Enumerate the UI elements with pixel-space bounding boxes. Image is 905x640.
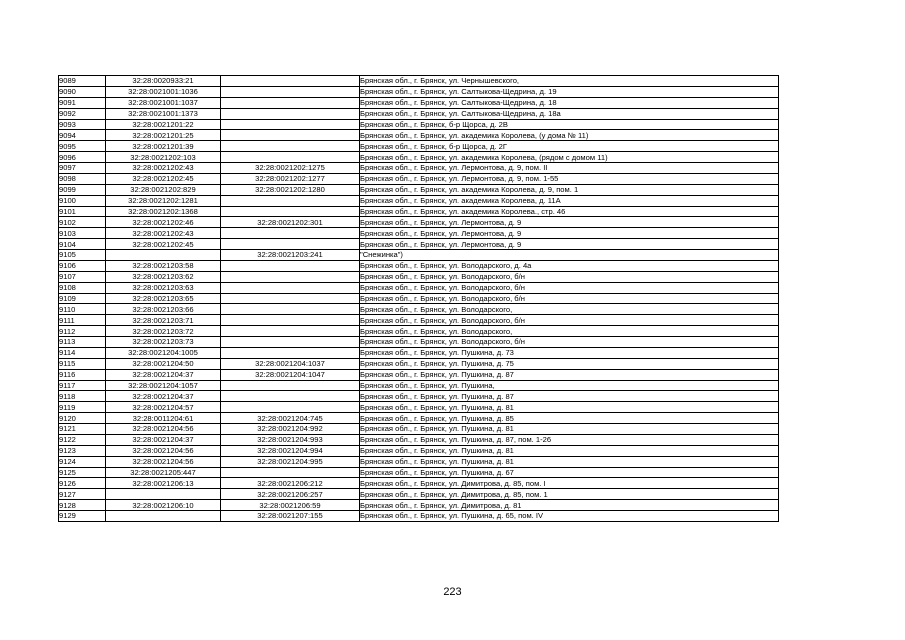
row-number-cell: 9091 [59,97,106,108]
table-row [59,402,779,413]
address-cell: Брянская обл., г. Брянск, ул. Пушкина, д. 81 [360,445,779,456]
row-number-cell: 9113 [59,337,106,348]
row-number-cell: 9127 [59,489,106,500]
cadastral-number-cell: 32:28:0021203:66 [106,304,221,315]
cadastral-number-cell: 32:28:0021203:58 [106,260,221,271]
cadastral-number-cell: 32:28:0021204:37 [106,369,221,380]
table-row [59,97,779,108]
table-row [59,337,779,348]
cadastral-number-cell: 32:28:0021204:56 [106,445,221,456]
row-number-cell: 9116 [59,369,106,380]
cadastral-number-cell: 32:28:0021001:1037 [106,97,221,108]
related-cadastral-number-cell [221,467,360,478]
related-cadastral-number-cell [221,260,360,271]
table-row [59,217,779,228]
table-row [59,271,779,282]
related-cadastral-number-cell: 32:28:0021204:1047 [221,369,360,380]
address-cell: Брянская обл., г. Брянск, ул. Пушкина, д. 87 [360,391,779,402]
row-number-cell: 9117 [59,380,106,391]
related-cadastral-number-cell [221,315,360,326]
cadastral-number-cell: 32:28:0021203:72 [106,326,221,337]
related-cadastral-number-cell: 32:28:0021206:257 [221,489,360,500]
related-cadastral-number-cell [221,380,360,391]
cadastral-number-cell: 32:28:0021204:37 [106,391,221,402]
table-row [59,358,779,369]
address-cell: Брянская обл., г. Брянск, ул. академика Королева., стр. 46 [360,206,779,217]
table-row [59,239,779,250]
row-number-cell: 9124 [59,456,106,467]
table-row [59,424,779,435]
related-cadastral-number-cell [221,141,360,152]
row-number-cell: 9128 [59,500,106,511]
related-cadastral-number-cell [221,282,360,293]
related-cadastral-number-cell: 32:28:0021204:992 [221,424,360,435]
row-number-cell: 9100 [59,195,106,206]
table-row [59,163,779,174]
related-cadastral-number-cell: 32:28:0021207:155 [221,511,360,522]
table-row [59,108,779,119]
address-cell: Брянская обл., г. Брянск, ул. Салтыкова-Щедрина, д. 18 [360,97,779,108]
row-number-cell: 9121 [59,424,106,435]
related-cadastral-number-cell [221,152,360,163]
table-row [59,456,779,467]
related-cadastral-number-cell: 32:28:0021202:1277 [221,173,360,184]
cadastral-number-cell: 32:28:0020933:21 [106,76,221,87]
related-cadastral-number-cell [221,304,360,315]
row-number-cell: 9122 [59,434,106,445]
address-cell: Брянская обл., г. Брянск, б-р Щорса, д. 2Г [360,141,779,152]
cadastral-number-cell: 32:28:0021205:447 [106,467,221,478]
related-cadastral-number-cell: 32:28:0021206:212 [221,478,360,489]
related-cadastral-number-cell [221,130,360,141]
table-row [59,500,779,511]
related-cadastral-number-cell [221,271,360,282]
related-cadastral-number-cell [221,228,360,239]
table-row [59,130,779,141]
table-row [59,260,779,271]
row-number-cell: 9119 [59,402,106,413]
row-number-cell: 9092 [59,108,106,119]
cadastral-number-cell: 32:28:0021204:56 [106,456,221,467]
cadastral-number-cell [106,511,221,522]
page-number: 223 [443,586,462,598]
address-cell: Брянская обл., г. Брянск, ул. Салтыкова-Щедрина, д. 18а [360,108,779,119]
cadastral-number-cell: 32:28:0021203:65 [106,293,221,304]
row-number-cell: 9106 [59,260,106,271]
related-cadastral-number-cell: 32:28:0021204:995 [221,456,360,467]
address-cell: Брянская обл., г. Брянск, ул. Володарского, б/н [360,271,779,282]
cadastral-number-cell: 32:28:0021204:1005 [106,347,221,358]
related-cadastral-number-cell [221,108,360,119]
table-row [59,391,779,402]
address-cell: Брянская обл., г. Брянск, ул. Пушкина, д. 81 [360,424,779,435]
address-cell: Брянская обл., г. Брянск, ул. Лермонтова, д. 9, пом. II [360,163,779,174]
address-cell: Брянская обл., г. Брянск, ул. Салтыкова-Щедрина, д. 19 [360,86,779,97]
row-number-cell: 9107 [59,271,106,282]
row-number-cell: 9126 [59,478,106,489]
row-number-cell: 9102 [59,217,106,228]
row-number-cell: 9093 [59,119,106,130]
related-cadastral-number-cell: 32:28:0021202:1275 [221,163,360,174]
table-row [59,489,779,500]
row-number-cell: 9094 [59,130,106,141]
cadastral-number-cell: 32:28:0021206:13 [106,478,221,489]
row-number-cell: 9099 [59,184,106,195]
cadastral-number-cell: 32:28:0021204:57 [106,402,221,413]
address-cell: Брянская обл., г. Брянск, ул. Лермонтова, д. 9 [360,217,779,228]
cadastral-number-cell: 32:28:0021206:10 [106,500,221,511]
address-cell: Брянская обл., г. Брянск, ул. академика Королева, д. 9, пом. 1 [360,184,779,195]
table-row [59,434,779,445]
table-row [59,326,779,337]
table-row [59,467,779,478]
address-cell: Брянская обл., г. Брянск, ул. Чернышевского, [360,76,779,87]
cadastral-number-cell: 32:28:0021201:22 [106,119,221,130]
table-row [59,347,779,358]
row-number-cell: 9125 [59,467,106,478]
cadastral-number-cell: 32:28:0021202:46 [106,217,221,228]
related-cadastral-number-cell [221,239,360,250]
address-cell: Брянская обл., г. Брянск, ул. Пушкина, д. 81 [360,456,779,467]
cadastral-number-cell: 32:28:0021202:829 [106,184,221,195]
address-cell: Брянская обл., г. Брянск, ул. Пушкина, [360,380,779,391]
cadastral-number-cell: 32:28:0011204:61 [106,413,221,424]
row-number-cell: 9089 [59,76,106,87]
related-cadastral-number-cell [221,326,360,337]
address-cell: Брянская обл., г. Брянск, ул. Пушкина, д. 81 [360,402,779,413]
cadastral-number-cell: 32:28:0021202:45 [106,239,221,250]
cadastral-number-cell: 32:28:0021203:73 [106,337,221,348]
address-cell: Брянская обл., г. Брянск, ул. Пушкина, д. 73 [360,347,779,358]
related-cadastral-number-cell: 32:28:0021203:241 [221,250,360,261]
cadastral-number-cell: 32:28:0021201:39 [106,141,221,152]
row-number-cell: 9110 [59,304,106,315]
related-cadastral-number-cell [221,195,360,206]
table-row [59,369,779,380]
table-row [59,282,779,293]
table-row [59,76,779,87]
address-cell: Брянская обл., г. Брянск, ул. Пушкина, д. 67 [360,467,779,478]
cadastral-number-cell: 32:28:0021204:56 [106,424,221,435]
register-table [58,75,779,522]
related-cadastral-number-cell [221,119,360,130]
related-cadastral-number-cell: 32:28:0021202:301 [221,217,360,228]
cadastral-number-cell: 32:28:0021203:63 [106,282,221,293]
address-cell: Брянская обл., г. Брянск, ул. Димитрова, д. 81 [360,500,779,511]
table-row [59,184,779,195]
table-row [59,173,779,184]
address-cell: Брянская обл., г. Брянск, ул. Володарского, [360,326,779,337]
cadastral-number-cell: 32:28:0021001:1036 [106,86,221,97]
address-cell: Брянская обл., г. Брянск, ул. Володарского, [360,304,779,315]
related-cadastral-number-cell [221,402,360,413]
table-row [59,141,779,152]
table-row [59,228,779,239]
table-row [59,152,779,163]
address-cell: Брянская обл., г. Брянск, ул. Димитрова, д. 85, пом. I [360,478,779,489]
table-row [59,445,779,456]
row-number-cell: 9112 [59,326,106,337]
table-row [59,86,779,97]
address-cell: Брянская обл., г. Брянск, ул. Пушкина, д. 75 [360,358,779,369]
table-row [59,250,779,261]
address-cell: Брянская обл., г. Брянск, ул. Лермонтова, д. 9 [360,239,779,250]
cadastral-number-cell: 32:28:0021001:1373 [106,108,221,119]
row-number-cell: 9090 [59,86,106,97]
address-cell: Брянская обл., г. Брянск, ул. академика Королева, (у дома № 11) [360,130,779,141]
row-number-cell: 9104 [59,239,106,250]
cadastral-number-cell: 32:28:0021202:45 [106,173,221,184]
cadastral-number-cell: 32:28:0021202:1368 [106,206,221,217]
cadastral-number-cell: 32:28:0021202:1281 [106,195,221,206]
cadastral-number-cell: 32:28:0021202:103 [106,152,221,163]
address-cell: Брянская обл., г. Брянск, ул. Володарского, д. 4а [360,260,779,271]
table-row [59,119,779,130]
cadastral-number-cell: 32:28:0021204:50 [106,358,221,369]
cadastral-number-cell: 32:28:0021203:62 [106,271,221,282]
cadastral-number-cell: 32:28:0021204:1057 [106,380,221,391]
cadastral-number-cell: 32:28:0021202:43 [106,163,221,174]
table-row [59,315,779,326]
row-number-cell: 9095 [59,141,106,152]
table-row [59,206,779,217]
related-cadastral-number-cell [221,206,360,217]
address-cell: Брянская обл., г. Брянск, ул. Пушкина, д. 65, пом. IV [360,511,779,522]
address-cell: Брянская обл., г. Брянск, ул. академика Королева, (рядом с домом 11) [360,152,779,163]
table-row [59,413,779,424]
row-number-cell: 9103 [59,228,106,239]
row-number-cell: 9123 [59,445,106,456]
table-row [59,478,779,489]
register-table-body [59,76,779,522]
table-row [59,293,779,304]
related-cadastral-number-cell [221,86,360,97]
cadastral-number-cell: 32:28:0021201:25 [106,130,221,141]
row-number-cell: 9101 [59,206,106,217]
related-cadastral-number-cell [221,391,360,402]
address-cell: Брянская обл., г. Брянск, ул. Димитрова, д. 85, пом. 1 [360,489,779,500]
row-number-cell: 9108 [59,282,106,293]
related-cadastral-number-cell [221,347,360,358]
cadastral-number-cell [106,250,221,261]
address-cell: Брянская обл., г. Брянск, ул. Лермонтова, д. 9, пом. 1-55 [360,173,779,184]
related-cadastral-number-cell [221,97,360,108]
related-cadastral-number-cell: 32:28:0021204:745 [221,413,360,424]
address-cell: Брянская обл., г. Брянск, ул. Пушкина, д. 85 [360,413,779,424]
row-number-cell: 9115 [59,358,106,369]
address-cell: Брянская обл., г. Брянск, ул. Володарского, б/н [360,315,779,326]
address-cell: "Снежинка") [360,250,779,261]
related-cadastral-number-cell [221,337,360,348]
address-cell: Брянская обл., г. Брянск, ул. Пушкина, д. 87 [360,369,779,380]
row-number-cell: 9097 [59,163,106,174]
address-cell: Брянская обл., г. Брянск, б-р Щорса, д. 2В [360,119,779,130]
row-number-cell: 9129 [59,511,106,522]
related-cadastral-number-cell: 32:28:0021204:994 [221,445,360,456]
cadastral-number-cell: 32:28:0021204:37 [106,434,221,445]
address-cell: Брянская обл., г. Брянск, ул. Володарского, б/н [360,337,779,348]
row-number-cell: 9096 [59,152,106,163]
related-cadastral-number-cell [221,293,360,304]
row-number-cell: 9120 [59,413,106,424]
table-row [59,511,779,522]
cadastral-number-cell [106,489,221,500]
row-number-cell: 9098 [59,173,106,184]
address-cell: Брянская обл., г. Брянск, ул. Володарского, б/н [360,282,779,293]
row-number-cell: 9109 [59,293,106,304]
table-row [59,304,779,315]
address-cell: Брянская обл., г. Брянск, ул. Пушкина, д. 87, пом. 1-26 [360,434,779,445]
table-row [59,195,779,206]
related-cadastral-number-cell [221,76,360,87]
address-cell: Брянская обл., г. Брянск, ул. Лермонтова, д. 9 [360,228,779,239]
related-cadastral-number-cell: 32:28:0021204:993 [221,434,360,445]
cadastral-number-cell: 32:28:0021202:43 [106,228,221,239]
related-cadastral-number-cell: 32:28:0021202:1280 [221,184,360,195]
row-number-cell: 9105 [59,250,106,261]
table-row [59,380,779,391]
cadastral-number-cell: 32:28:0021203:71 [106,315,221,326]
address-cell: Брянская обл., г. Брянск, ул. академика Королева, д. 11А [360,195,779,206]
address-cell: Брянская обл., г. Брянск, ул. Володарского, б/н [360,293,779,304]
row-number-cell: 9118 [59,391,106,402]
related-cadastral-number-cell: 32:28:0021204:1037 [221,358,360,369]
row-number-cell: 9111 [59,315,106,326]
related-cadastral-number-cell: 32:28:0021206:59 [221,500,360,511]
row-number-cell: 9114 [59,347,106,358]
